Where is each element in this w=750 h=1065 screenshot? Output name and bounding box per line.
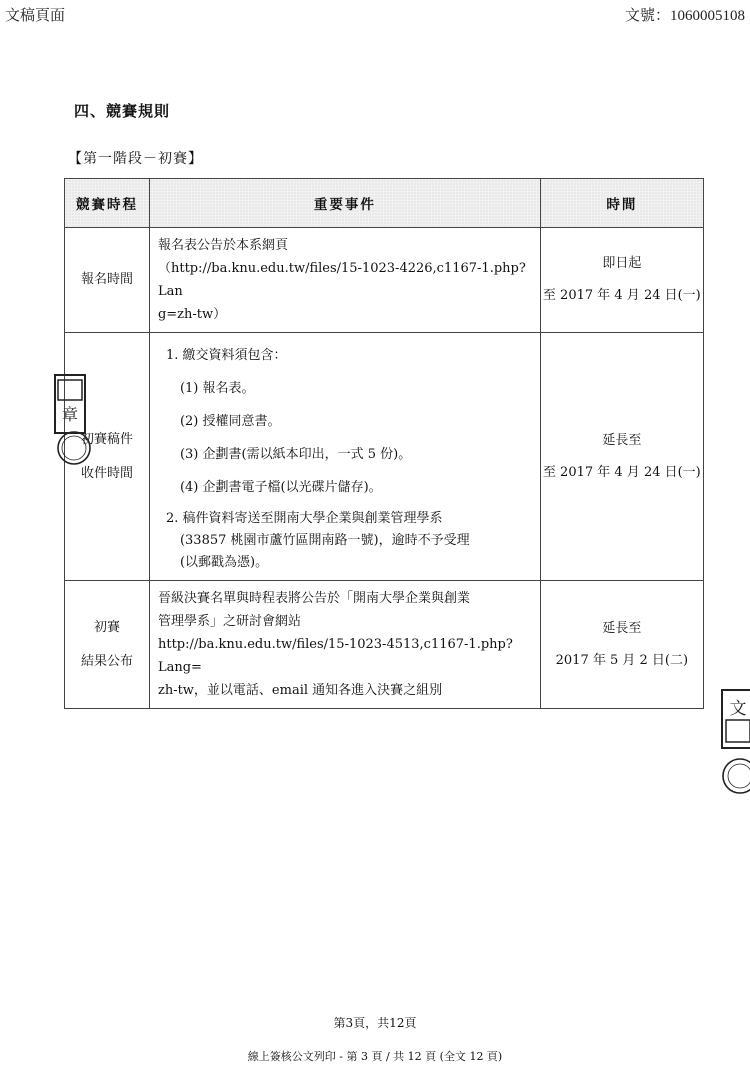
seal-left-character: 章: [61, 405, 79, 424]
table-row: [65, 228, 704, 333]
stage-label: 初賽稿件: [80, 431, 133, 447]
time-line: 延長至: [602, 432, 642, 448]
table-header-row: [65, 179, 704, 228]
time-line: 延長至: [602, 620, 642, 636]
stage-label: 收件時間: [80, 465, 133, 481]
header-event: 重要事件: [149, 179, 540, 228]
event-cell: [149, 581, 540, 709]
stage-title: 【第一階段－初賽】: [68, 151, 203, 167]
stage-cell: [65, 228, 150, 333]
list-item: (4) 企劃書電子檔(以光碟片儲存)。: [179, 480, 382, 495]
header-time: 時間: [540, 179, 703, 228]
time-cell: [540, 581, 703, 709]
time-line: 2017 年 5 月 2 日(二): [555, 652, 689, 668]
time-cell: [540, 333, 703, 581]
event-link-line: （http://ba.knu.edu.tw/files/15-1023-4226,c1167-1.php?Lan: [157, 261, 526, 299]
section-title: 四、競賽規則: [74, 102, 171, 120]
event-line: 管理學系」之研討會網站: [157, 614, 301, 629]
event-link-line: g=zh-tw）: [157, 307, 227, 322]
time-line: 即日起: [602, 256, 642, 271]
table-row: [65, 581, 704, 709]
stage-label: 結果公布: [80, 653, 133, 669]
page-number: 第3頁，共12頁: [333, 1016, 417, 1030]
time-line: 至 2017 年 4 月 24 日(一): [542, 288, 701, 303]
table-row: [65, 333, 704, 581]
event-cell: [149, 333, 540, 581]
list-item: (3) 企劃書(需以紙本印出，一式 5 份)。: [179, 447, 412, 462]
list-item: (2) 授權同意書。: [179, 414, 281, 429]
header-left-label: 文稿頁面: [5, 8, 66, 24]
official-seal-right: [718, 688, 750, 806]
event-link-line: http://ba.knu.edu.tw/files/15-1023-4513,c1167-1.php?Lang=: [157, 637, 513, 675]
list-item-continuation: (以郵戳為憑)。: [179, 555, 269, 570]
header-stage: 競賽時程: [65, 179, 150, 228]
official-seal-left: [52, 372, 98, 468]
list-item: (1) 報名表。: [179, 381, 255, 396]
event-line: zh-tw，並以電話、email 通知各進入決賽之組別: [157, 683, 443, 698]
print-footer: 線上簽核公文列印 - 第 3 頁 / 共 12 頁 (全文 12 頁): [247, 1050, 503, 1063]
event-cell: [149, 228, 540, 333]
seal-right-character: 文: [729, 699, 747, 719]
stage-label: 報名時間: [80, 272, 133, 287]
list-item: 1. 繳交資料須包含：: [165, 348, 287, 363]
document-number: 文號：1060005108: [624, 8, 745, 24]
list-item: 2. 稿件資料寄送至開南大學企業與創業管理學系: [165, 511, 443, 526]
competition-schedule-table: [61, 178, 704, 709]
list-item-continuation: (33857 桃園市蘆竹區開南路一號)，逾時不予受理: [179, 533, 470, 548]
time-line: 至 2017 年 4 月 24 日(一): [542, 464, 701, 480]
time-cell: [540, 228, 703, 333]
stage-cell: [65, 581, 150, 709]
stage-label: 初賽: [93, 619, 120, 635]
event-line: 晉級決賽名單與時程表將公告於「開南大學企業與創業: [157, 591, 470, 606]
event-line: 報名表公告於本系網頁: [157, 238, 288, 253]
